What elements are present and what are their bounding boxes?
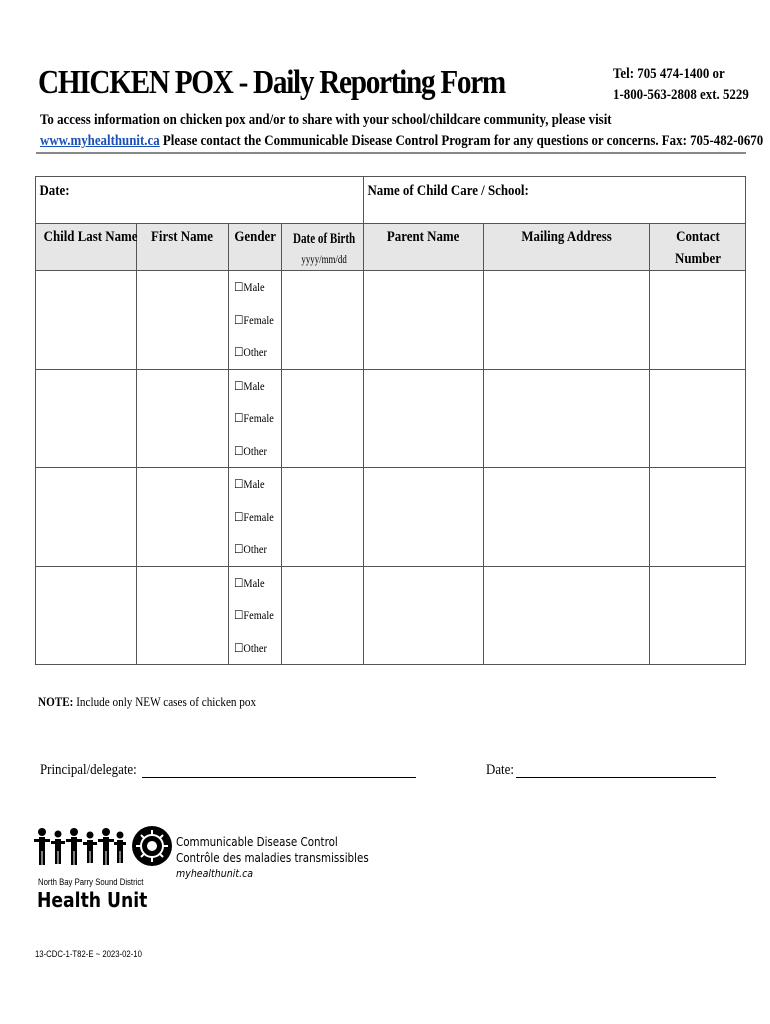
gender-female-checkbox[interactable]: ☐Female [234, 509, 274, 524]
first-name-cell[interactable] [137, 271, 229, 370]
first-name-cell[interactable] [137, 566, 229, 665]
info-block [40, 110, 763, 152]
district-name: North Bay Parry Sound District [38, 877, 144, 887]
gender-male-checkbox[interactable]: ☐Male [234, 575, 265, 590]
note [38, 694, 256, 710]
school-label: Name of Child Care / School: [367, 183, 529, 199]
dob-cell[interactable] [282, 566, 364, 665]
child-last-name-cell[interactable] [36, 271, 137, 370]
gender-cell [229, 369, 282, 468]
note-text: Include only NEW cases of chicken pox [76, 694, 257, 709]
first-name-cell[interactable] [137, 369, 229, 468]
principal-signature-line[interactable] [142, 777, 416, 778]
header-divider [36, 152, 746, 154]
health-unit-name: Health Unit [37, 888, 148, 912]
child-last-name-cell[interactable] [36, 369, 137, 468]
date-field[interactable] [36, 177, 364, 224]
dob-cell[interactable] [282, 369, 364, 468]
col-contact-number: Contact Number [650, 224, 746, 271]
gender-cell [229, 566, 282, 665]
col-gender: Gender [229, 224, 282, 271]
dob-format: yyyy/mm/dd [301, 252, 347, 266]
school-name-field[interactable] [364, 177, 746, 224]
mailing-address-cell[interactable] [484, 566, 650, 665]
gender-other-checkbox[interactable]: ☐Other [234, 345, 267, 359]
gender-other-checkbox[interactable]: ☐Other [234, 640, 267, 655]
child-last-name-cell[interactable] [36, 468, 137, 567]
column-headers [36, 224, 746, 271]
phone-line-2: 1-800-563-2808 ext. 5229 [613, 87, 749, 103]
cdc-program-block [176, 834, 369, 882]
note-label: NOTE: [38, 694, 74, 709]
health-unit-people-icon [34, 826, 126, 874]
contact-phone [613, 64, 749, 106]
gender-male-checkbox[interactable]: ☐Male [234, 477, 265, 491]
parent-name-cell[interactable] [364, 369, 484, 468]
mailing-address-cell[interactable] [484, 468, 650, 567]
footer-url: myhealthunit.ca [176, 867, 254, 880]
table-row [36, 369, 746, 468]
signature-date-label: Date: [486, 762, 514, 778]
contact-number-cell[interactable] [650, 369, 746, 468]
date-label: Date: [39, 183, 70, 199]
child-last-name-cell[interactable] [36, 566, 137, 665]
gender-female-checkbox[interactable]: ☐Female [234, 411, 274, 425]
gender-cell [229, 468, 282, 567]
info-line-2 [40, 131, 763, 152]
website-link[interactable]: www.myhealthunit.ca [40, 133, 160, 149]
gender-male-checkbox[interactable]: ☐Male [234, 378, 265, 393]
parent-name-cell[interactable] [364, 271, 484, 370]
parent-name-cell[interactable] [364, 468, 484, 567]
signature-date-line[interactable] [516, 777, 716, 778]
form-number: 13-CDC-1-T82-E ~ 2023-02-10 [35, 949, 142, 959]
dob-cell[interactable] [282, 468, 364, 567]
table-row [36, 566, 746, 665]
contact-number-cell[interactable] [650, 566, 746, 665]
contact-number-cell[interactable] [650, 468, 746, 567]
parent-name-cell[interactable] [364, 566, 484, 665]
contact-text: Please contact the Communicable Disease Control Program for any questions or concerns. [162, 133, 659, 149]
mailing-address-cell[interactable] [484, 271, 650, 370]
contact-number-cell[interactable] [650, 271, 746, 370]
table-row [36, 271, 746, 370]
cdc-name-en: Communicable Disease Control [176, 835, 338, 849]
form-title: CHICKEN POX - Daily Reporting Form [38, 64, 505, 101]
virus-logo-icon [132, 826, 172, 866]
first-name-cell[interactable] [137, 468, 229, 567]
gender-male-checkbox[interactable]: ☐Male [234, 280, 265, 294]
phone-line-1: Tel: 705 474-1400 or [613, 66, 725, 82]
gender-female-checkbox[interactable]: ☐Female [234, 312, 274, 327]
col-first-name: First Name [137, 224, 229, 271]
col-child-last-name: Child Last Name [36, 224, 137, 271]
gender-other-checkbox[interactable]: ☐Other [234, 443, 267, 458]
mailing-address-cell[interactable] [484, 369, 650, 468]
gender-cell [229, 271, 282, 370]
gender-other-checkbox[interactable]: ☐Other [234, 542, 267, 556]
reporting-table [35, 176, 746, 665]
gender-female-checkbox[interactable]: ☐Female [234, 608, 274, 622]
col-parent-name: Parent Name [364, 224, 484, 271]
cdc-name-fr: Contrôle des maladies transmissibles [176, 851, 369, 865]
col-mailing-address: Mailing Address [484, 224, 650, 271]
fax-number: Fax: 705-482-0670 [661, 133, 764, 149]
info-line-1: To access information on chicken pox and/or to share with your school/childcare community, please visit [40, 112, 612, 128]
principal-label: Principal/delegate: [40, 762, 137, 778]
dob-cell[interactable] [282, 271, 364, 370]
col-date-of-birth: Date of Birth yyyy/mm/dd [282, 224, 364, 271]
table-row [36, 468, 746, 567]
